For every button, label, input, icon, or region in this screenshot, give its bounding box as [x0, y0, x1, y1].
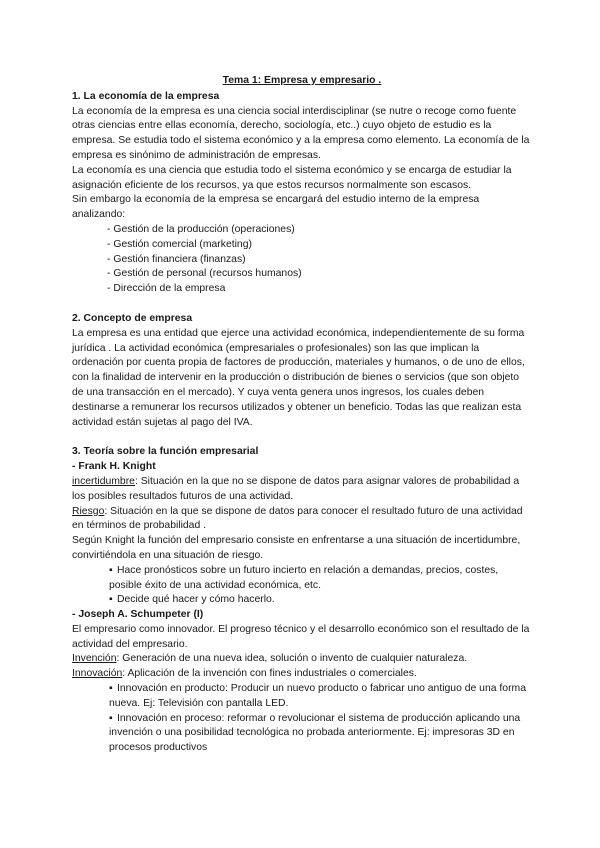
incertidumbre-definition [72, 475, 532, 505]
section-3-heading: 3. Teoría sobre la función empresarial [72, 446, 259, 458]
document-title: Tema 1: Empresa y empresario . [222, 75, 382, 86]
riesgo-definition [72, 505, 532, 535]
innovacion-text: : Aplicación de la invención con fines industriales o comerciales. [122, 668, 417, 680]
analysis-list [72, 223, 532, 297]
section-1-heading: 1. La economía de la empresa [72, 90, 220, 102]
section-2-heading: 2. Concepto de empresa [72, 312, 193, 324]
list-item: ▪ Decide qué hacer y cómo hacerlo. [109, 594, 275, 606]
list-item: ▪ Hace pronósticos sobre un futuro incierto en relación a demandas, precios, costes, posible éxito de una actividad económica, etc. [109, 564, 499, 591]
schumpeter-paragraph: El empresario como innovador. El progreso técnico y el desarrollo económico son el resultado de la actividad del empresario. [72, 623, 530, 650]
knight-paragraph: Según Knight la función del empresario consiste en enfrentarse a una situación de incertidumbre, convirtiéndola en una situación de riesgo. [72, 535, 521, 561]
section-1-paragraph-3: Sin embargo la economía de la empresa se encargará del estudio interno de la empresa analizando: [72, 194, 480, 221]
schumpeter-bullets [72, 682, 532, 756]
section-2-paragraph: La empresa es una entidad que ejerce una actividad económica, independientemente de su forma jurídica . La actividad económica (empresariales o profesionales) son las que implican la ordenación por cuenta propia de factores de producción, materiales y humanos, o de uno de ellos, con la finalidad de intervenir en la producción o distribución de bienes o servicios (que son objeto de una transacción en el mercado). Y cuya venta genera unos ingresos, los cuales deben destinarse a remunerar los recursos utilizados y obtener un beneficio. Todas las que realizan esta actividad están sujetas al pago del IVA. [72, 327, 525, 428]
document-page [72, 74, 532, 756]
list-item: - Gestión de personal (recursos humanos) [107, 267, 532, 282]
knight-heading: - Frank H. Knight [72, 461, 156, 473]
schumpeter-heading: - Joseph A. Schumpeter (I) [72, 609, 204, 621]
riesgo-text: : Situación en la que se dispone de datos para conocer el resultado futuro de una actividad en términos de probabilidad . [72, 505, 523, 532]
list-item: - Gestión comercial (marketing) [107, 238, 532, 253]
knight-bullets [72, 564, 532, 608]
invencion-text: : Generación de una nueva idea, solución o invento de cualquier naturaleza. [116, 653, 468, 665]
innovacion-term: Innovación [72, 668, 123, 680]
list-item: - Dirección de la empresa [107, 282, 532, 297]
invencion-definition [72, 652, 532, 667]
list-item: - Gestión financiera (finanzas) [107, 253, 532, 268]
riesgo-term: Riesgo [72, 505, 105, 517]
section-1-paragraph-1: La economía de la empresa es una ciencia social interdisciplinar (se nutre o recoge como fuente otras ciencias entre ellas economía, derecho, sociología, etc..) cuyo objeto de estudio es la empresa. Se estudia todo el sistema económico y a la empresa como elemento. La economía de la empresa es sinónimo de administración de empresas. [72, 105, 530, 161]
section-1-paragraph-2: La economía es una ciencia que estudia todo el sistema económico y se encarga de estudiar la asignación eficiente de los recursos, ya que estos recursos normalmente son escasos. [72, 164, 512, 191]
list-item: ▪ Innovación en proceso: reformar o revolucionar el sistema de producción aplicando una invención o una posibilidad tecnológica no probada anteriormente. Ej: impresoras 3D en procesos productivos [109, 712, 521, 754]
incertidumbre-term: incertidumbre [72, 475, 135, 487]
incertidumbre-text: : Situación en la que no se dispone de datos para asignar valores de probabilidad a los posibles resultados futuros de una actividad. [72, 475, 520, 502]
list-item: - Gestión de la producción (operaciones) [107, 223, 532, 238]
innovacion-definition [72, 667, 532, 682]
list-item: ▪ Innovación en producto: Producir un nuevo producto o fabricar uno antiguo de una forma nueva. Ej: Televisión con pantalla LED. [109, 683, 526, 709]
invencion-term: Invención [72, 653, 117, 665]
